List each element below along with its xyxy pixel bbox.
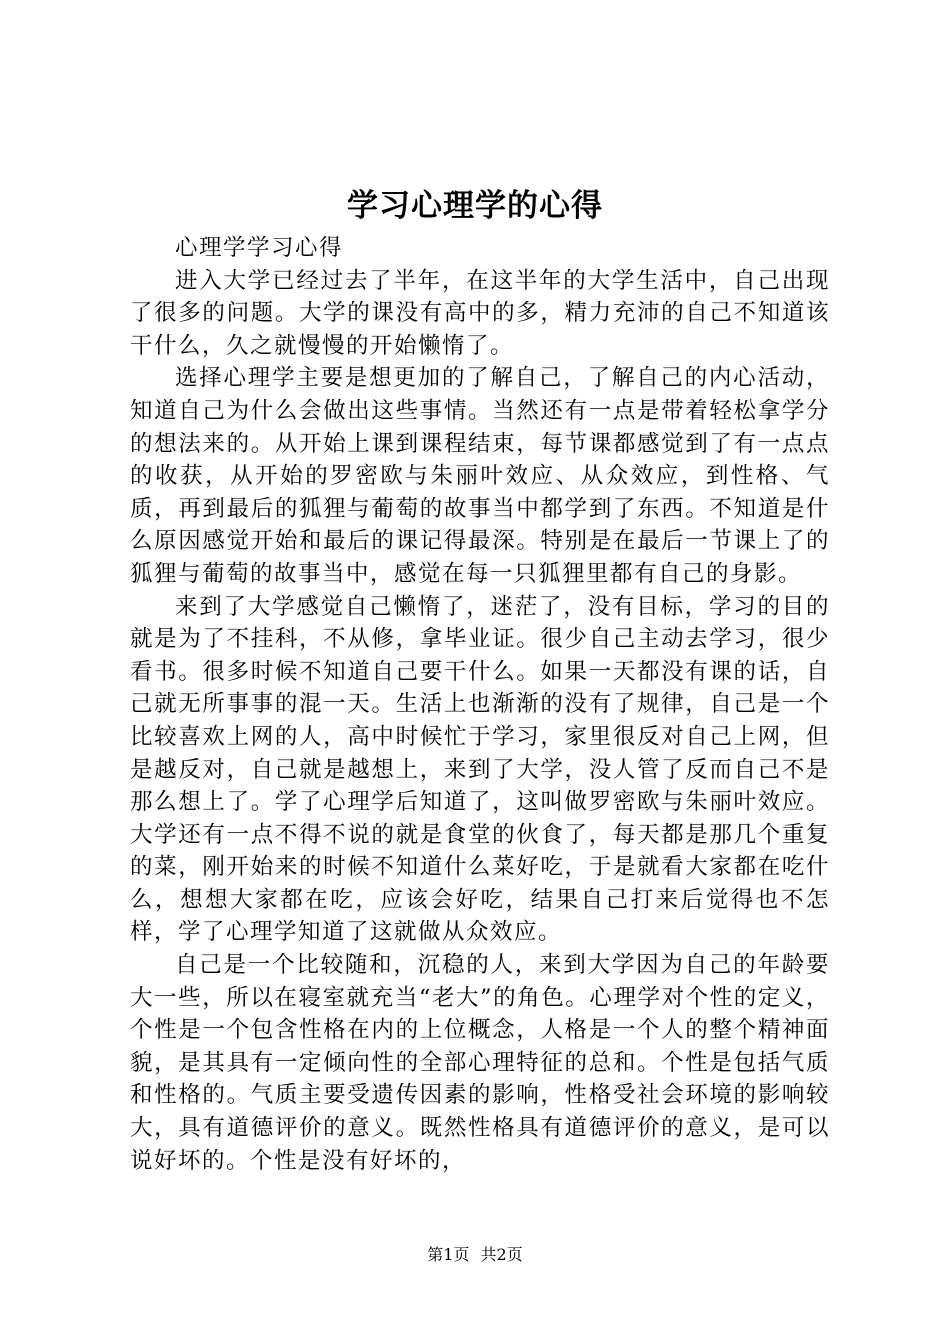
body-paragraph: 自己是一个比较随和，沉稳的人，来到大学因为自己的年龄要大一些，所以在寝室就充当“老大”的角色。心理学对个性的定义，个性是一个包含性格在内的上位概念，人格是一个人的整个精神面貌，是其具有一定倾向性的全部心理特征的总和。个性是包括气质和性格的。气质主要受遗传因素的影响，性格受社会环境的影响较大，具有道德评价的意义。既然性格具有道德评价的意义，是可以说好坏的。个性是没有好坏的，: [130, 952, 830, 1174]
page-footer: [0, 1244, 950, 1266]
document-body: [130, 232, 830, 1177]
body-paragraph: 选择心理学主要是想更加的了解自己，了解自己的内心活动，知道自己为什么会做出这些事情。当然还有一点是带着轻松拿学分的想法来的。从开始上课到课程结束，每节课都感觉到了有一点点的收获，从开始的罗密欧与朱丽叶效应、从众效应，到性格、气质，再到最后的狐狸与葡萄的故事当中都学到了东西。不知道是什么原因感觉开始和最后的课记得最深。特别是在最后一节课上了的狐狸与葡萄的故事当中，感觉在每一只狐狸里都有自己的身影。: [130, 365, 830, 587]
document-title: 学习心理学的心得: [347, 188, 603, 224]
body-paragraph: 来到了大学感觉自己懒惰了，迷茫了，没有目标，学习的目的就是为了不挂科，不从修，拿毕业证。很少自己主动去学习，很少看书。很多时候不知道自己要干什么。如果一天都没有课的话，自己就无所事事的混一天。生活上也渐渐的没有了规律，自己是一个比较喜欢上网的人，高中时候忙于学习，家里很反对自己上网，但是越反对，自己就是越想上，来到了大学，没人管了反而自己不是那么想上了。学了心理学后知道了，这叫做罗密欧与朱丽叶效应。大学还有一点不得不说的就是食堂的伙食了，每天都是那几个重复的菜，刚开始来的时候不知道什么菜好吃，于是就看大家都在吃什么，想想大家都在吃，应该会好吃，结果自己打来后觉得也不怎样，学了心理学知道了这就做从众效应。: [130, 593, 830, 946]
body-paragraph-subtitle: 心理学学习心得: [175, 235, 344, 261]
page-total: 共2页: [480, 1245, 523, 1264]
body-paragraph: 进入大学已经过去了半年，在这半年的大学生活中，自己出现了很多的问题。大学的课没有高中的多，精力充沛的自己不知道该干什么，久之就慢慢的开始懒惰了。: [130, 267, 830, 359]
page-number: 第1页: [427, 1245, 470, 1264]
